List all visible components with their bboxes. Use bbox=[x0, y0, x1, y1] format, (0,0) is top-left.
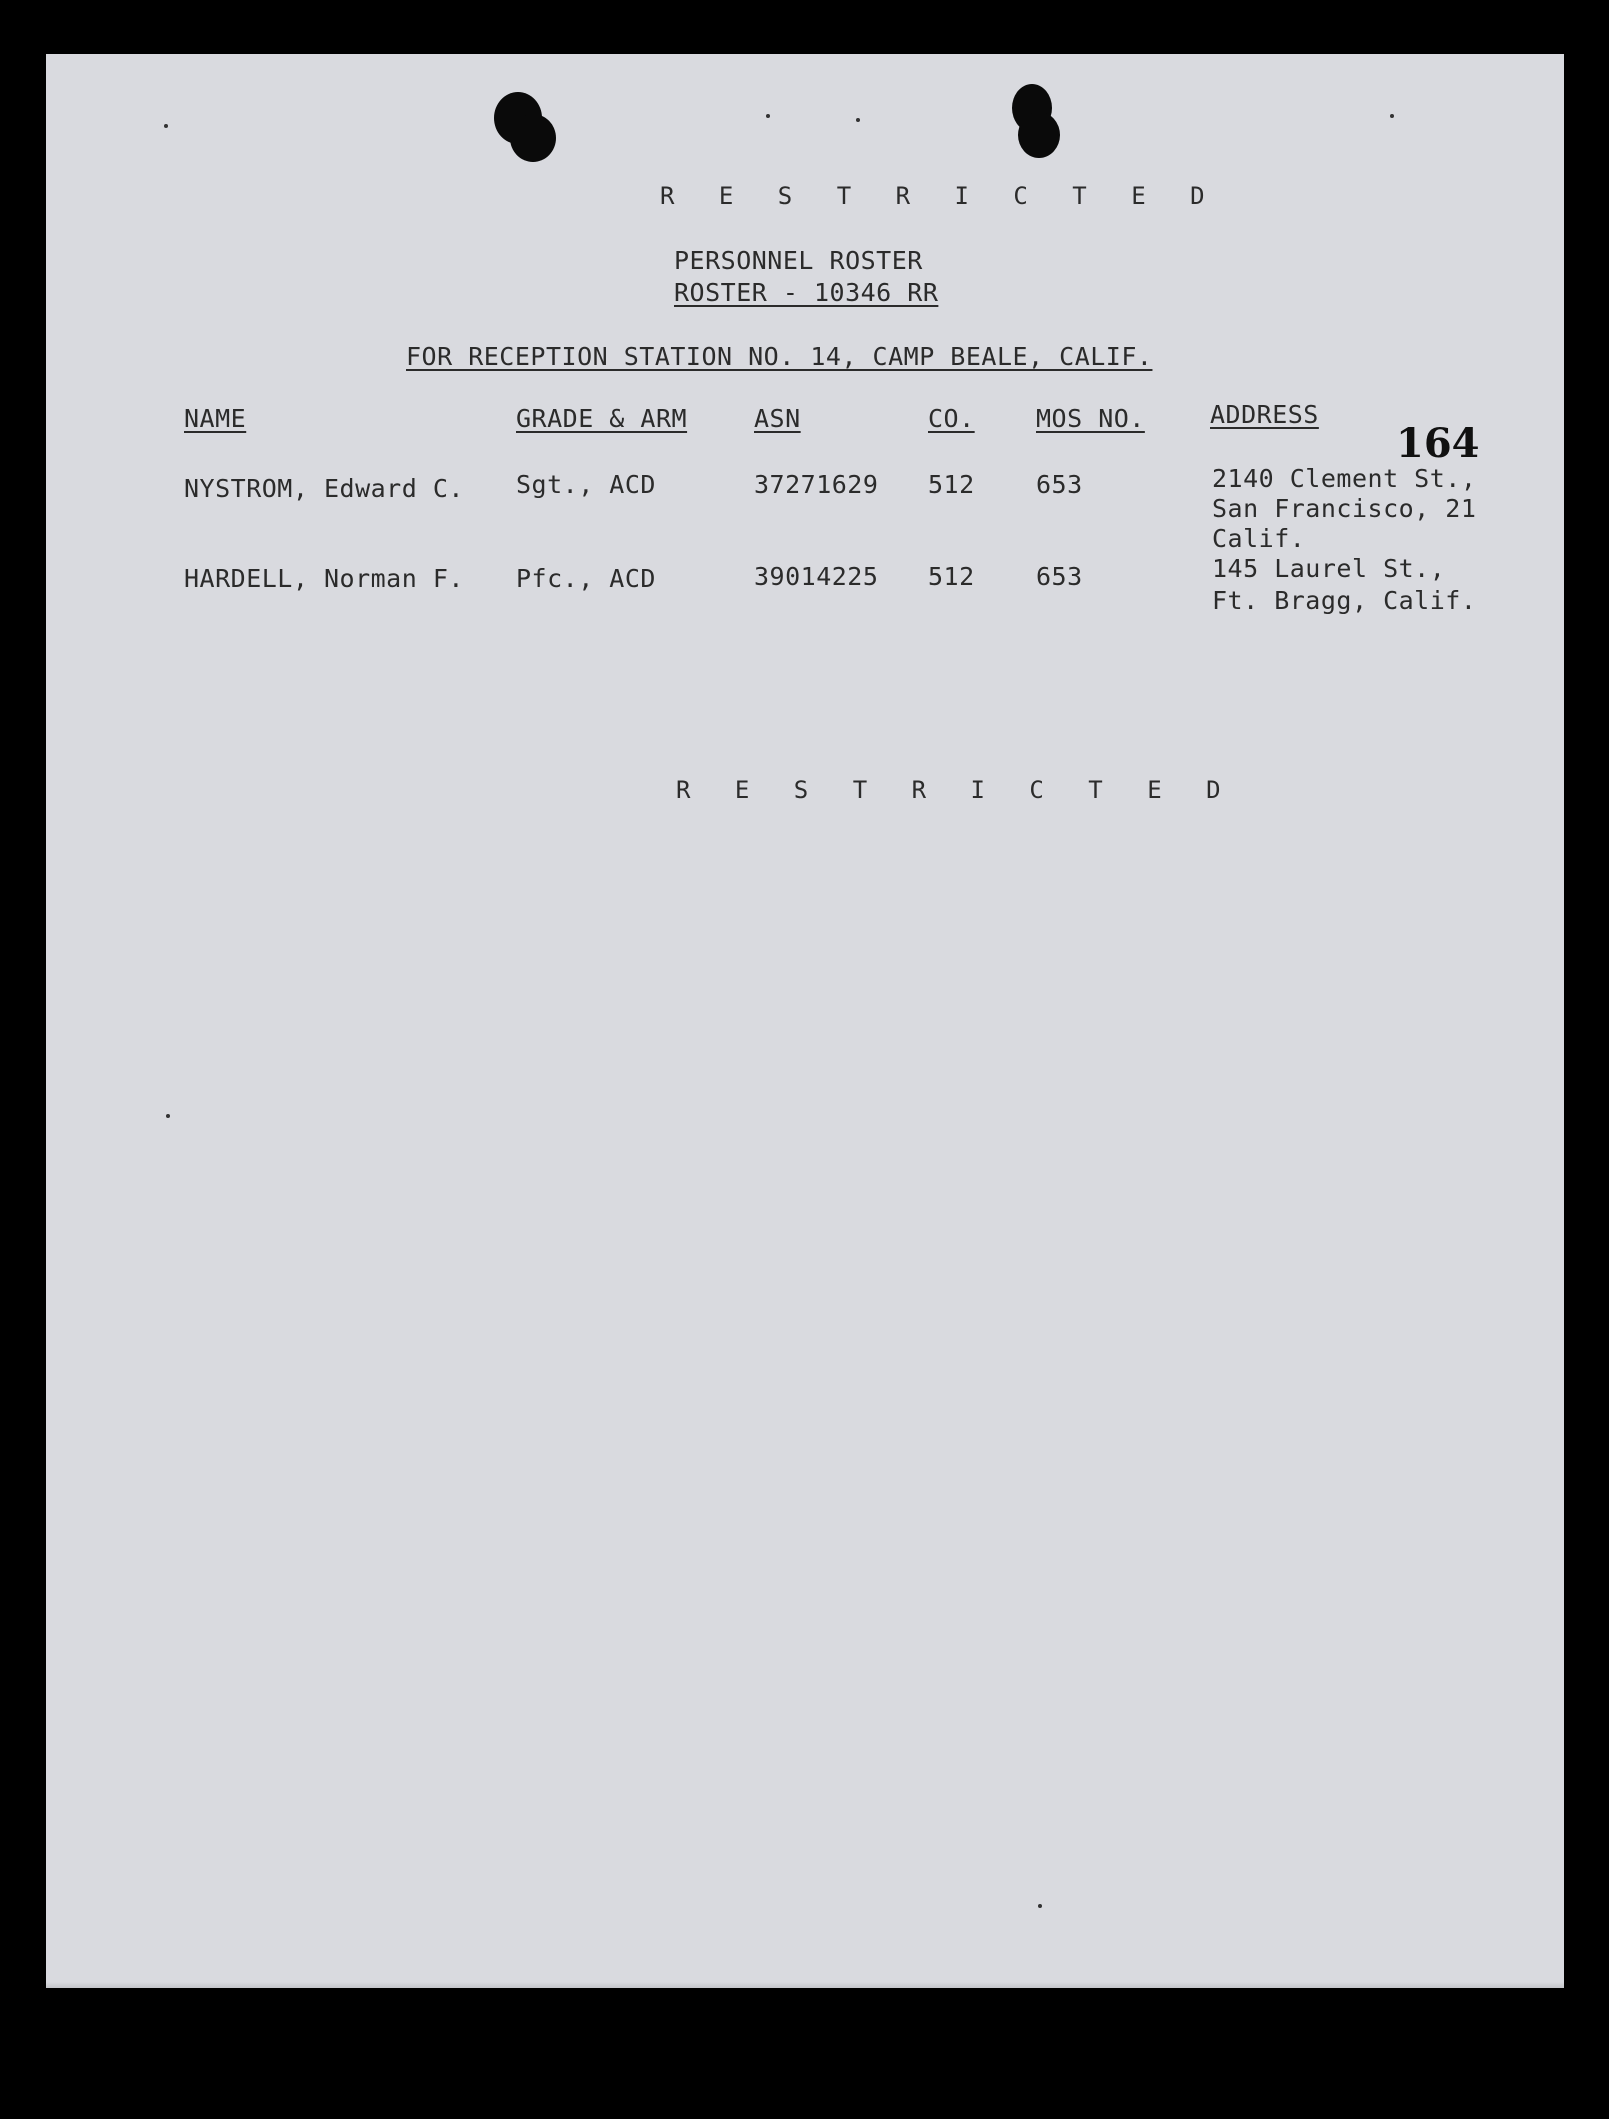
column-header-asn: ASN bbox=[754, 404, 801, 433]
row-1-co: 512 bbox=[928, 470, 975, 499]
page-number-stamp: 164 bbox=[1396, 420, 1480, 467]
roster-title: PERSONNEL ROSTER bbox=[674, 246, 923, 275]
column-header-grade: GRADE & ARM bbox=[516, 404, 688, 433]
row-2-name: HARDELL, Norman F. bbox=[184, 564, 464, 593]
paper-speck bbox=[856, 118, 860, 122]
station-line: FOR RECEPTION STATION NO. 14, CAMP BEALE, CALIF. bbox=[406, 342, 1153, 371]
document-page bbox=[46, 54, 1564, 1988]
row-2-co: 512 bbox=[928, 562, 975, 591]
row-1-mos: 653 bbox=[1036, 470, 1083, 499]
column-header-mos: MOS NO. bbox=[1036, 404, 1145, 433]
row-1-address-line-1: 2140 Clement St., bbox=[1212, 464, 1477, 493]
row-1-grade: Sgt., ACD bbox=[516, 470, 656, 499]
punch-hole-left-lower bbox=[510, 114, 556, 162]
row-2-asn: 39014225 bbox=[754, 562, 879, 591]
roster-number: ROSTER - 10346 RR bbox=[674, 278, 939, 307]
column-header-address: ADDRESS bbox=[1210, 400, 1319, 429]
row-1-address-line-3: Calif. bbox=[1212, 524, 1306, 553]
row-2-grade: Pfc., ACD bbox=[516, 564, 656, 593]
row-1-asn: 37271629 bbox=[754, 470, 879, 499]
row-2-address-line-2: Ft. Bragg, Calif. bbox=[1212, 586, 1477, 615]
paper-speck bbox=[766, 114, 770, 118]
paper-speck bbox=[164, 124, 168, 128]
punch-hole-right-lower bbox=[1018, 112, 1060, 158]
row-2-address-line-1: 145 Laurel St., bbox=[1212, 554, 1446, 583]
classification-top: R E S T R I C T E D bbox=[660, 182, 1220, 210]
paper-speck bbox=[166, 1114, 170, 1118]
column-header-name: NAME bbox=[184, 404, 247, 433]
classification-bottom: R E S T R I C T E D bbox=[676, 776, 1236, 804]
paper-speck bbox=[1390, 114, 1394, 118]
row-1-address-line-2: San Francisco, 21 bbox=[1212, 494, 1477, 523]
row-2-mos: 653 bbox=[1036, 562, 1083, 591]
column-header-co: CO. bbox=[928, 404, 975, 433]
paper-speck bbox=[1038, 1904, 1042, 1908]
row-1-name: NYSTROM, Edward C. bbox=[184, 474, 464, 503]
